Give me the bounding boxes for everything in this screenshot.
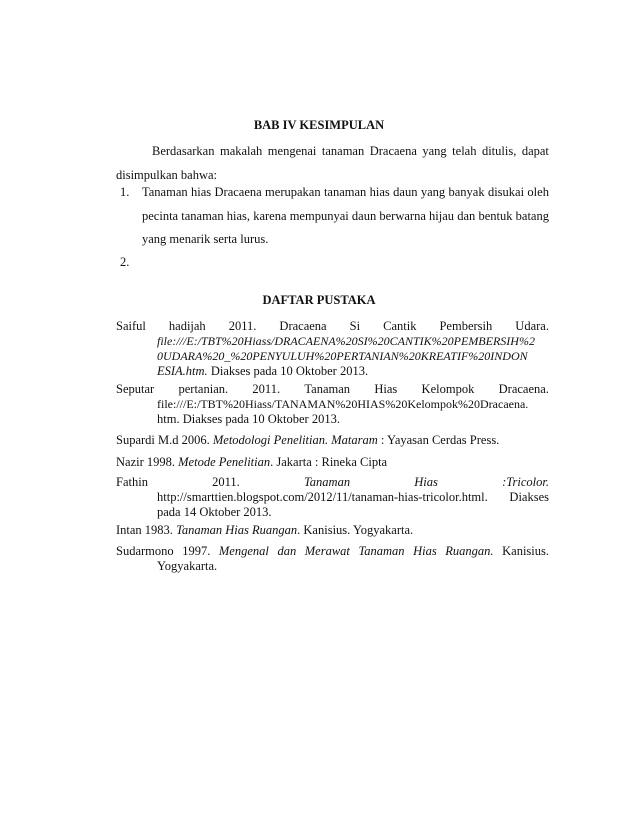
reference-6: Intan 1983. Tanaman Hias Ruangan. Kanisius. Yogyakarta. xyxy=(116,523,414,537)
word: Tanaman xyxy=(358,544,405,558)
word: hias xyxy=(369,185,390,199)
word: telah xyxy=(452,144,477,158)
word: http://smarttien.blogspot.com/2012/11/tanaman-hias-tricolor.html. xyxy=(157,490,488,504)
reference-4: Nazir 1998. Metode Penelitian. Jakarta : Rineka Cipta xyxy=(116,455,388,469)
word: Hias xyxy=(414,475,438,489)
word: hijau xyxy=(429,209,455,223)
word: ditulis, xyxy=(481,144,517,158)
word: pecinta xyxy=(142,209,179,223)
reference-2-access: htm. Diakses pada 10 Oktober 2013. xyxy=(157,412,340,426)
word: 2011. xyxy=(252,382,281,396)
word: Sudarmono xyxy=(116,544,174,558)
reference-2-url: file:///E:/TBT%20Hiass/TANAMAN%20HIAS%20Kelompok%20Dracaena. xyxy=(157,397,529,411)
word: Cantik xyxy=(383,319,417,333)
word: Tanaman xyxy=(142,185,188,199)
reference-1-url: 0UDARA%20_%20PENYULUH%20PERTANIAN%20KREATIF%20INDON xyxy=(157,349,528,363)
word: hias xyxy=(191,185,212,199)
word: Diakses xyxy=(509,490,549,504)
word: hias, xyxy=(226,209,251,223)
word: merupakan xyxy=(265,185,321,199)
reference-5-access: pada 14 Oktober 2013. xyxy=(157,505,272,519)
reference-2-line-1 xyxy=(116,382,549,397)
word: mempunyai xyxy=(289,209,349,223)
word: tanaman xyxy=(323,185,367,199)
list-item-1-line-2 xyxy=(142,209,549,224)
word: dan xyxy=(457,209,476,223)
word: Merawat xyxy=(304,544,350,558)
word: Ruangan. xyxy=(445,544,494,558)
word: tanaman xyxy=(321,144,365,158)
word: karena xyxy=(253,209,287,223)
word: Si xyxy=(349,319,361,333)
word: yang xyxy=(420,185,446,199)
word: oleh xyxy=(527,185,549,199)
chapter-heading: BAB IV KESIMPULAN xyxy=(253,118,385,132)
word: yang xyxy=(422,144,447,158)
reference-1-access: ESIA.htm. Diakses pada 10 Oktober 2013. xyxy=(157,364,369,378)
reference-3: Supardi M.d 2006. Metodologi Penelitian. Mataram : Yayasan Cerdas Press. xyxy=(116,433,500,447)
word: dan xyxy=(277,544,297,558)
word: batang xyxy=(515,209,549,223)
word: 2011. xyxy=(212,475,240,489)
word: berwarna xyxy=(379,209,426,223)
bibliography-heading: DAFTAR PUSTAKA xyxy=(262,293,376,307)
word: Dracaena xyxy=(279,319,327,333)
word: 2011. xyxy=(228,319,257,333)
word: pertanian. xyxy=(178,382,229,396)
word: 1997. xyxy=(182,544,211,558)
word: dapat xyxy=(521,144,549,158)
list-item-number: 1. xyxy=(120,185,130,199)
word: hadijah xyxy=(168,319,206,333)
reference-1-url: file:///E:/TBT%20Hiass/DRACAENA%20SI%20CANTIK%20PEMBERSIH%2 xyxy=(157,334,535,348)
list-item-1-line-3: yang menarik serta lurus. xyxy=(142,232,269,246)
word: Kelompok xyxy=(421,382,475,396)
reference-1-line-1 xyxy=(116,319,549,334)
word: Seputar xyxy=(116,382,155,396)
word: Berdasarkan xyxy=(152,144,215,158)
reference-5-line-2 xyxy=(157,490,549,505)
word: Tanaman xyxy=(304,382,351,396)
word: Dracaena xyxy=(214,185,262,199)
word: :Tricolor. xyxy=(502,475,549,489)
list-item-number: 2. xyxy=(120,255,130,269)
reference-5-line-1 xyxy=(116,475,549,490)
word: Kanisius. xyxy=(502,544,549,558)
word: bentuk xyxy=(478,209,513,223)
intro-line-1 xyxy=(152,144,549,159)
word: makalah xyxy=(219,144,263,158)
word: Hias xyxy=(413,544,437,558)
word: Udara. xyxy=(515,319,549,333)
word: Fathin xyxy=(116,475,148,489)
word: tanaman xyxy=(181,209,224,223)
word: Mengenal xyxy=(218,544,269,558)
word: Pembersih xyxy=(439,319,493,333)
word: banyak xyxy=(448,185,485,199)
word: disukai xyxy=(487,185,525,199)
word: Saiful xyxy=(116,319,146,333)
reference-7-line-2: Yogyakarta. xyxy=(157,559,218,573)
word: daun xyxy=(351,209,377,223)
word: daun xyxy=(393,185,418,199)
word: Hias xyxy=(374,382,398,396)
word: Dracaena xyxy=(369,144,417,158)
intro-line-2: disimpulkan bahwa: xyxy=(116,168,218,182)
word: mengenai xyxy=(267,144,317,158)
word: Dracaena. xyxy=(498,382,549,396)
list-item-1-line-1 xyxy=(142,185,549,200)
word: Tanaman xyxy=(304,475,351,489)
reference-7-line-1 xyxy=(116,544,549,559)
